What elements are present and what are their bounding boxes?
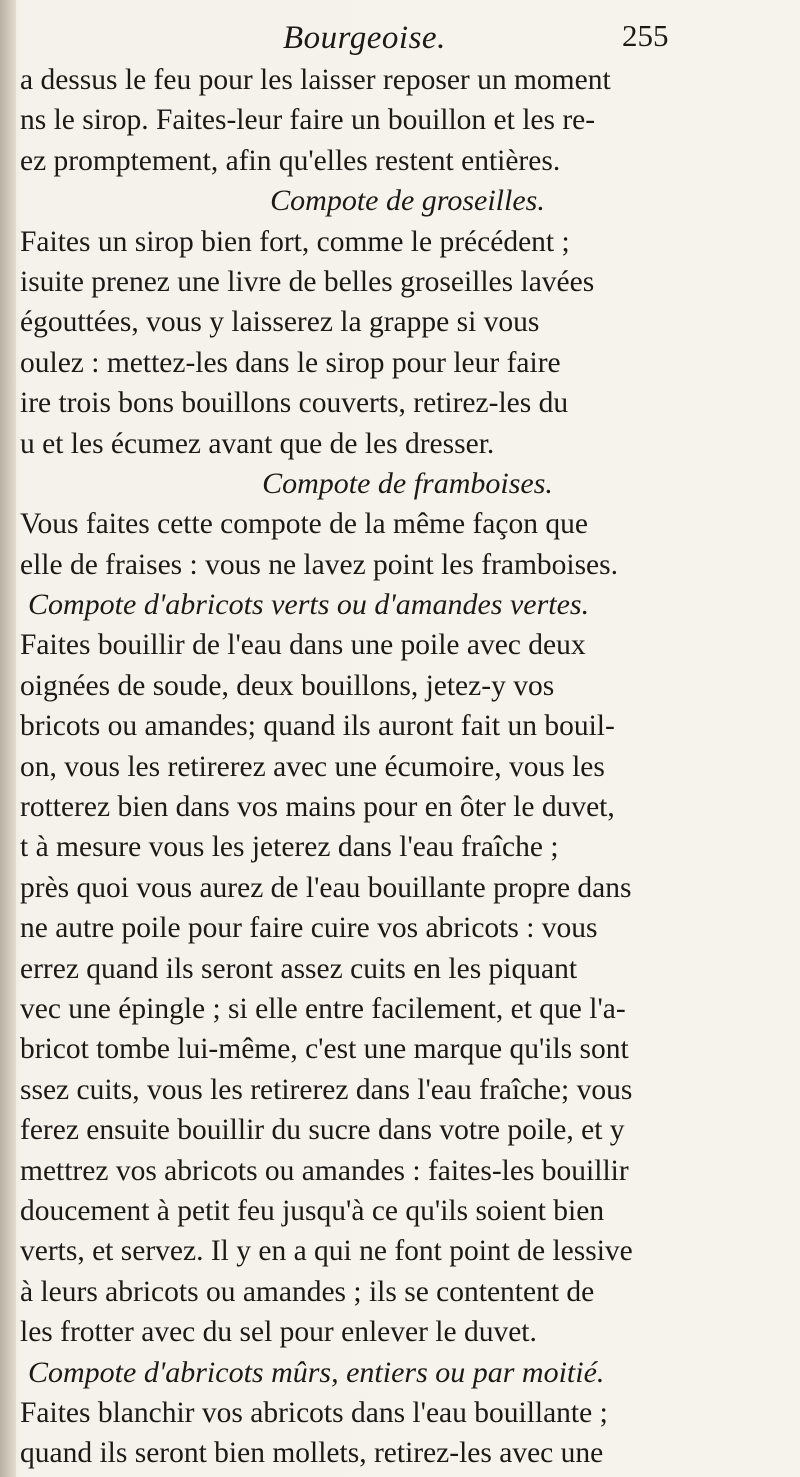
text-line: Faites un sirop bien fort, comme le précédent ; xyxy=(20,225,570,258)
text-line: isuite prenez une livre de belles groseilles lavées xyxy=(20,265,595,298)
text-line: u et les écumez avant que de les dresser. xyxy=(20,427,495,460)
text-line: bricots ou amandes; quand ils auront fait un bouil- xyxy=(20,710,615,743)
text-line: à leurs abricots ou amandes ; ils se contentent de xyxy=(20,1275,595,1308)
page-text xyxy=(20,60,795,1474)
book-gutter xyxy=(0,0,16,1477)
text-line: oulez : mettez-les dans le sirop pour leur faire xyxy=(20,346,561,379)
running-title: Bourgeoise. xyxy=(283,20,446,56)
page-number: 255 xyxy=(622,18,669,53)
text-line: Faites bouillir de l'eau dans une poile avec deux xyxy=(20,629,586,662)
text-line: ire trois bons bouillons couverts, retirez-les du xyxy=(20,387,569,420)
text-line: errez quand ils seront assez cuits en les piquant xyxy=(20,952,578,985)
text-line: rotterez bien dans vos mains pour en ôter le duvet, xyxy=(20,791,615,824)
text-line: t à mesure vous les jeterez dans l'eau fraîche ; xyxy=(20,831,559,864)
section-heading: Compote de groseilles. xyxy=(270,184,545,218)
section-heading: Compote d'abricots mûrs, entiers ou par moitié. xyxy=(28,1355,605,1389)
text-line: oignées de soude, deux bouillons, jetez-y vos xyxy=(20,669,555,702)
text-line: égouttées, vous y laisserez la grappe si vous xyxy=(20,306,540,339)
page-header xyxy=(0,18,800,58)
text-line: ferez ensuite bouillir du sucre dans votre poile, et y xyxy=(20,1114,625,1147)
text-line: Faites blanchir vos abricots dans l'eau bouillante ; xyxy=(20,1396,608,1429)
text-line: elle de fraises : vous ne lavez point les framboises. xyxy=(20,548,619,581)
text-line: on, vous les retirerez avec une écumoire, vous les xyxy=(20,750,605,783)
text-line: vec une épingle ; si elle entre facilement, et que l'a- xyxy=(20,992,626,1025)
text-line: quand ils seront bien mollets, retirez-les avec une xyxy=(20,1437,604,1470)
text-line: ne autre poile pour faire cuire vos abricots : vous xyxy=(20,912,598,945)
text-line: doucement à petit feu jusqu'à ce qu'ils soient bien xyxy=(20,1194,605,1227)
text-line: près quoi vous aurez de l'eau bouillante propre dans xyxy=(20,871,632,904)
text-line: a dessus le feu pour les laisser reposer un moment xyxy=(20,64,611,96)
text-line: verts, et servez. Il y en a qui ne font point de lessive xyxy=(20,1235,633,1268)
text-line: les frotter avec du sel pour enlever le duvet. xyxy=(20,1316,537,1349)
section-heading: Compote d'abricots verts ou d'amandes vertes. xyxy=(28,588,590,622)
section-heading: Compote de framboises. xyxy=(262,466,553,500)
text-line: Vous faites cette compote de la même façon que xyxy=(20,508,588,541)
text-line: ez promptement, afin qu'elles restent entières. xyxy=(20,144,561,177)
text-line: ns le sirop. Faites-leur faire un bouillon et les re- xyxy=(20,104,596,137)
text-line: ssez cuits, vous les retirerez dans l'eau fraîche; vous xyxy=(20,1073,633,1106)
text-line: bricot tombe lui-même, c'est une marque qu'ils sont xyxy=(20,1033,629,1066)
text-line: mettrez vos abricots ou amandes : faites-les bouillir xyxy=(20,1154,629,1187)
